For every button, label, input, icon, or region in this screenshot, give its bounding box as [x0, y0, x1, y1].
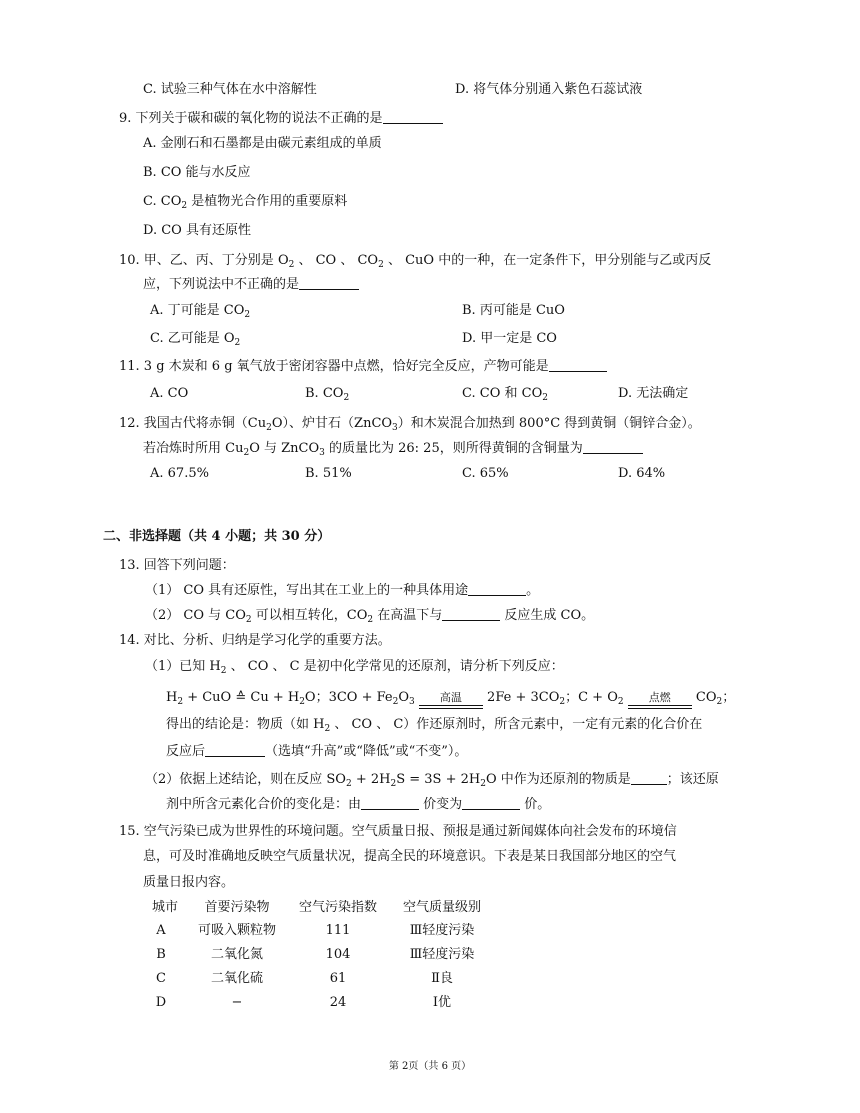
table-cell: Ⅱ良 — [431, 971, 453, 986]
q14-part2-line1: （2）依据上述结论，则在反应 $SO_2 + 2H_2S = 3S + 2H_2O$ 中作为还原剂的物质是 ；该还原 — [145, 772, 719, 789]
q11-option-b: B. $CO_2$ — [305, 386, 350, 403]
table-cell: Ⅲ轻度污染 — [409, 923, 475, 938]
q9-option-d: D. CO 具有还原性 — [143, 223, 251, 238]
q14-part1: （1）已知 $H_2$ 、 CO 、 C 是初中化学常见的还原剂，请分析下列反应： — [145, 659, 564, 676]
q14-part2-line2: 剂中所含元素化合价的变化是：由 价变为 价。 — [166, 797, 551, 812]
table-header: 首要污染物 — [204, 900, 270, 915]
q15-line3: 质量日报内容。 — [143, 875, 235, 890]
q11-stem: 11. 3 g 木炭和 6 g 氧气放于密闭容器中点燃，恰好完全反应，产物可能是 — [119, 358, 607, 376]
answer-blank — [383, 110, 443, 124]
q12-option-a: A. 67.5% — [150, 466, 209, 481]
q12-option-c: C. 65% — [462, 466, 509, 481]
q15-line1: 15. 空气污染已成为世界性的环境问题。空气质量日报、预报是通过新闻媒体向社会发布的环境信 — [119, 824, 677, 839]
answer-blank — [442, 607, 500, 621]
q10-option-c: C. 乙可能是 $O_2$ — [150, 331, 241, 348]
section-heading: 二、非选择题（共 4 小题；共 30 分） — [103, 529, 331, 544]
q9-option-a: A. 金刚石和石墨都是由碳元素组成的单质 — [143, 136, 382, 151]
table-cell: 61 — [329, 971, 347, 986]
table-cell: 二氧化硫 — [210, 971, 263, 986]
q10-stem-line2: 应，下列说法中不正确的是 — [143, 276, 359, 294]
table-cell: 二氧化氮 — [210, 947, 263, 962]
table-header: 空气污染指数 — [298, 900, 377, 915]
q10-stem-line1: 10. 甲、乙、丙、丁分别是 $O_2$ 、 CO 、 $CO_2$ 、 CuO 中的一种，在一定条件下，甲分别能与乙或丙反 — [119, 253, 712, 270]
table-cell: 可吸入颗粒物 — [197, 923, 276, 938]
answer-blank — [549, 358, 607, 372]
table-cell: A — [156, 923, 166, 938]
q10-option-a: A. 丁可能是 $CO_2$ — [150, 303, 251, 320]
answer-blank — [361, 796, 419, 810]
q9-stem-text: 9. 下列关于碳和碳的氧化物的说法不正确的是 — [119, 111, 383, 126]
table-cell: Ⅲ轻度污染 — [409, 947, 475, 962]
q13-stem: 13. 回答下列问题： — [119, 558, 235, 573]
table-cell: D — [155, 995, 167, 1010]
reaction-arrow: 高温 — [419, 705, 483, 709]
table-cell: − — [231, 995, 243, 1010]
q9-option-c: C. $CO_2$ 是植物光合作用的重要原料 — [143, 194, 348, 211]
q12-stem-line2: 若冶炼时所用 $Cu_2O$ 与 ZnCO$_3$ 的质量比为 26: 25，则所得黄铜的含铜量为 — [143, 440, 643, 458]
q14-equations: $H_2$ + CuO ≙ $Cu + H_2O$；$3CO + Fe_2O_3$ 高温 $2Fe + 3CO_2$；$C + O_2$ 点燃 $CO_2$； — [166, 690, 736, 707]
reaction-arrow: 点燃 — [628, 705, 692, 709]
q11-option-d: D. 无法确定 — [618, 386, 689, 401]
q11-option-c: C. CO 和 $CO_2$ — [462, 386, 548, 403]
answer-blank — [468, 582, 526, 596]
answer-blank — [205, 743, 265, 757]
q9-stem — [119, 110, 443, 128]
q12-stem-line1: 12. 我国古代将赤铜$(Cu_2O)$、炉甘石（ZnCO$_3$）和木炭混合加热到 800°C 得到黄铜（铜锌合金）。 — [119, 416, 701, 433]
q12-option-d: D. 64% — [618, 466, 666, 481]
table-cell: 104 — [325, 947, 351, 962]
answer-blank — [631, 771, 667, 785]
q13-part2: （2） CO 与 $CO_2$ 可以相互转化，$CO_2$ 在高温下与 反应生成 CO。 — [145, 608, 595, 625]
table-header: 空气质量级别 — [402, 900, 481, 915]
table-header: 城市 — [151, 900, 178, 915]
q12-option-b: B. 51% — [305, 466, 352, 481]
answer-blank — [299, 276, 359, 290]
q14-conclusion-line2: 反应后 （选填“升高”或“降低”或“不变”）。 — [166, 744, 468, 759]
table-cell: C — [156, 971, 166, 986]
page-footer: 第 2页（共 6 页） — [388, 1061, 472, 1072]
q8-option-c: C. 试验三种气体在水中溶解性 — [143, 82, 317, 97]
q10-option-b: B. 丙可能是 CuO — [462, 303, 565, 318]
q9-option-b: B. CO 能与水反应 — [143, 165, 251, 180]
q10-option-d: D. 甲一定是 CO — [462, 331, 557, 346]
q15-line2: 息，可及时准确地反映空气质量状况，提高全民的环境意识。下表是某日我国部分地区的空气 — [143, 849, 677, 864]
q13-part1: （1） CO 具有还原性，写出其在工业上的一种具体用途 。 — [145, 583, 540, 598]
answer-blank — [462, 796, 520, 810]
table-cell: 111 — [325, 923, 351, 938]
q14-conclusion-line1: 得出的结论是：物质（如 $H_2$ 、 CO 、 C）作还原剂时，所含元素中，一定有元素的化合价在 — [166, 717, 703, 734]
q11-option-a: A. CO — [150, 386, 189, 401]
answer-blank — [583, 440, 643, 454]
table-cell: Ⅰ优 — [432, 995, 452, 1010]
table-cell: 24 — [329, 995, 347, 1010]
q14-stem: 14. 对比、分析、归纳是学习化学的重要方法。 — [119, 633, 391, 648]
table-cell: B — [156, 947, 166, 962]
q8-option-d: D. 将气体分别通入紫色石蕊试液 — [455, 82, 643, 97]
